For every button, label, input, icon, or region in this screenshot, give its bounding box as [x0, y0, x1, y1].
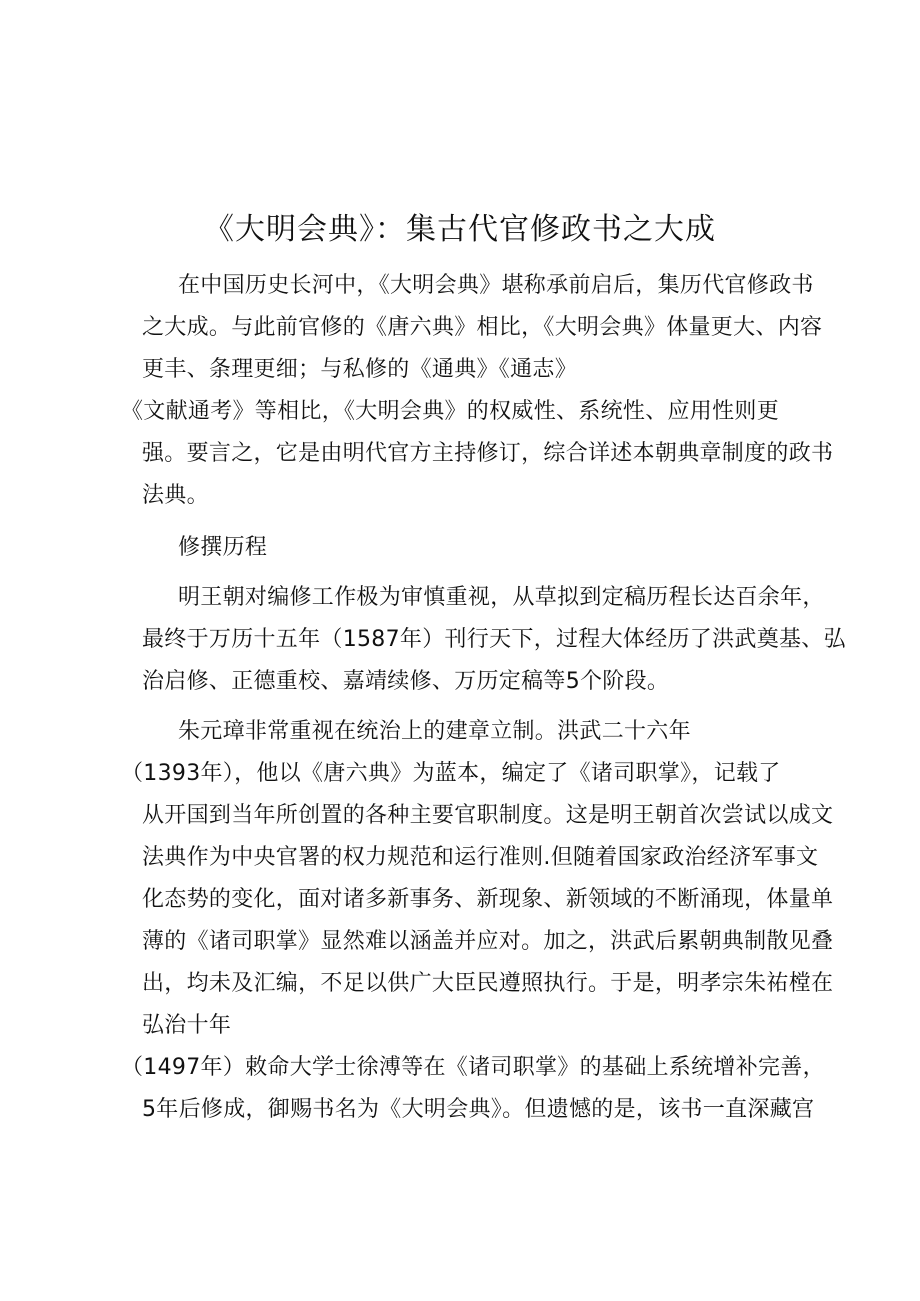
section-heading: 修撰历程: [178, 535, 268, 560]
paragraph-line: 化态势的变化，面对诸多新事务、新现象、新领域的不断涌现，体量单: [142, 887, 834, 912]
paragraph-line: 弘治十年: [142, 1013, 232, 1038]
paragraph-line: 在中国历史长河中，《大明会典》堪称承前启后，集历代官修政书: [178, 273, 814, 298]
paragraph-line: （1393年），他以《唐六典》为蓝本，编定了《诸司职掌》，记载了: [121, 761, 781, 786]
paragraph-line: （1497年）敕命大学士徐溥等在《诸司职掌》的基础上系统增补完善，: [121, 1055, 825, 1080]
paragraph-line: 法典。: [142, 483, 209, 508]
paragraph-line: 治启修、正德重校、嘉靖续修、万历定稿等5个阶段。: [142, 669, 670, 694]
paragraph-line: 最终于万历十五年（1587年）刊行天下，过程大体经历了洪武奠基、弘: [142, 627, 846, 652]
paragraph-line: 薄的《诸司职掌》显然难以涵盖并应对。加之，洪武后累朝典制散见叠: [142, 929, 834, 954]
paragraph-line: 强。要言之，它是由明代官方主持修订，综合详述本朝典章制度的政书: [142, 441, 834, 466]
paragraph-line: 出，均未及汇编，不足以供广大臣民遵照执行。于是，明孝宗朱祐樘在: [142, 971, 834, 996]
paragraph-line: 5年后修成，御赐书名为《大明会典》。但遗憾的是，该书一直深藏宫: [142, 1097, 815, 1122]
paragraph-line: 明王朝对编修工作极为审慎重视，从草拟到定稿历程长达百余年，: [178, 585, 825, 610]
paragraph-line: 之大成。与此前官修的《唐六典》相比，《大明会典》体量更大、内容: [142, 315, 823, 340]
paragraph-line: 朱元璋非常重视在统治上的建章立制。洪武二十六年: [178, 719, 691, 744]
paragraph-line: 法典作为中央官署的权力规范和运行准则.但随着国家政治经济军事文: [142, 845, 819, 870]
paragraph-line: 更丰、条理更细；与私修的《通典》《通志》: [142, 357, 578, 382]
paragraph-line: 《文献通考》等相比，《大明会典》的权威性、系统性、应用性则更: [121, 399, 780, 424]
paragraph-line: 从开国到当年所创置的各种主要官职制度。这是明王朝首次尝试以成文: [142, 803, 834, 828]
document-title: 《大明会典》：集古代官修政书之大成: [204, 212, 716, 247]
